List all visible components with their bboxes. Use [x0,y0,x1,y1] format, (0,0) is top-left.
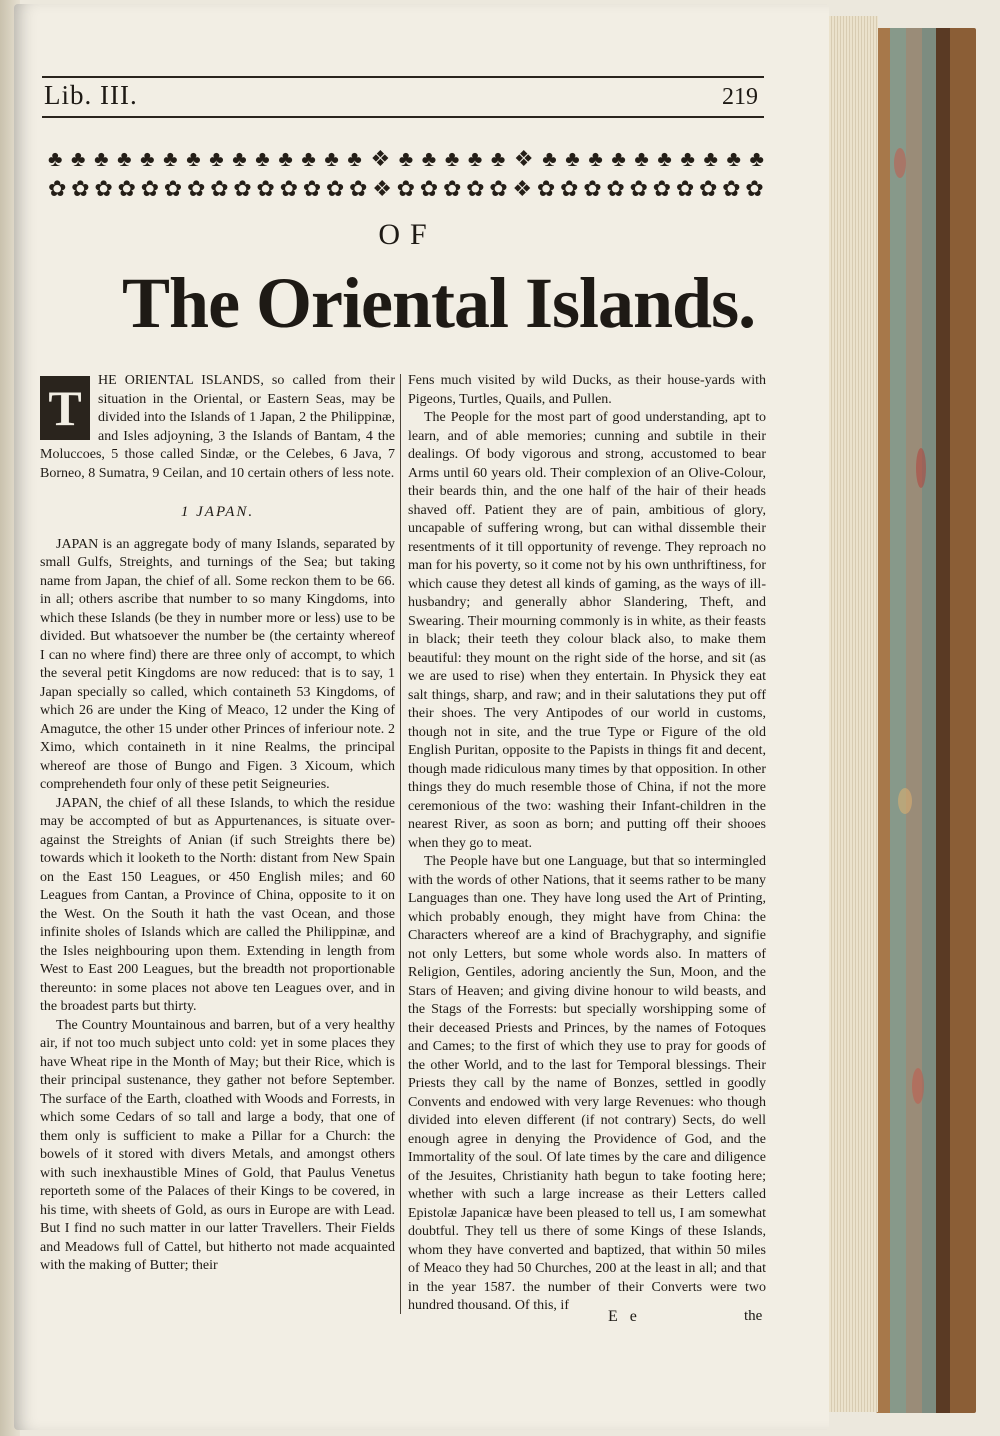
ornament-glyph: ❖ [513,146,534,171]
ornament-glyph: ♣ [421,146,437,171]
ornament-glyph: ✿ [71,176,90,201]
book-label: Lib. III. [44,80,138,110]
ornament-glyph: ✿ [560,176,579,201]
ornament-glyph: ♣ [565,146,580,171]
ornament-glyph: ♣ [255,146,270,171]
ornament-glyph: ♣ [542,146,557,171]
ornament-glyph: ♣ [117,146,132,171]
ornament-glyph: ♣ [467,146,483,171]
ornament-glyph: ❖ [370,146,391,171]
printer-signature: E e [608,1308,641,1325]
ornament-glyph: ✿ [48,176,67,201]
ornament-glyph: ✿ [489,176,508,201]
ornament-glyph: ♣ [278,146,293,171]
ornament-glyph: ♣ [209,146,224,171]
ornament-glyph: ✿ [163,176,183,201]
ornament-glyph: ♣ [726,146,741,171]
ornament-glyph: ♣ [703,146,718,171]
ornament-glyph: ♣ [324,146,339,171]
ornament-glyph: ✿ [396,176,416,201]
ornament-glyph: ✿ [233,176,252,201]
ornament-glyph: ✿ [698,176,718,201]
body-paragraph: Fens much visited by wild Ducks, as their house-yards with Pigeons, Turtles, Quails, and Pullen. [408,373,766,407]
ornament-glyph: ♣ [186,146,201,171]
catchword: the [744,1308,763,1324]
ornament-glyph: ♣ [301,146,316,171]
ornament-glyph: ♣ [657,146,672,171]
page-block-edges [822,16,878,1412]
ornament-glyph: ✿ [256,176,275,201]
ornament-glyph: ✿ [419,176,439,201]
ornament-glyph: ♣ [398,146,414,171]
section-heading: 1 JAPAN. [180,504,255,520]
ornament-glyph: ✿ [210,176,229,201]
body-paragraph: JAPAN is an aggregate body of many Islands, separated by small Gulfs, Streights, and turnings of the Sea; but taking name from Japan, the chief of all. Some reckon them to be 66. in all; others ascribe that number to so many Kingdoms, into which these Islands (be they in number more or less) use to be divided. But whatsoever the number be (the certainty whereof I can no where find) there are three only of accompt, to which the several petit Kingdoms are now reduced: that is to say, 1 Japan specially so called, which containeth 53 Kingdoms, of which 26 are under the King of Meaco, 12 under the King of Amagutce, the other 15 under other Princes of inferiour note. 2 Ximo, which containeth in it nine Realms, the principal whereof are those of Bungo and Figen. 3 Xicoum, which comprehendeth four only of these petit Seigneuries. [40,536,395,792]
intro-paragraph: HE ORIENTAL ISLANDS, so called from their situation in the Oriental, or Eastern Seas, may be divided into the Islands of 1 Japan, 2 the Philippinæ, and Isles adjoyning, 3 the Islands of Bantam, 4 the Moluccoes, 5 those called Sindæ, or the Celebes, 6 Java, 7 Borneo, 8 Sumatra, 9 Ceilan, and 10 certain others of less note. [40,373,395,481]
ornament-glyph: ✿ [302,176,322,201]
ornament-glyph: ♣ [634,146,649,171]
ornament-glyph: ✿ [466,176,485,201]
ornament-glyph: ❖ [512,176,533,201]
ornament-glyph: ♣ [232,146,247,171]
right-column [408,372,766,1316]
ornament-glyph: ✿ [583,176,602,201]
ornament-glyph: ✿ [325,176,345,201]
ornament-glyph: ♣ [140,146,155,171]
body-paragraph: The Country Mountainous and barren, but of a very healthy air, if not too much subject unto cold: yet in some places they have Wheat ripe in the Month of May; but their Rice, which is their principal sustenance, they gather not before September. The surface of the Earth, cloathed with Woods and Forrests, in which some Cedars of so tall and large a body, that one of them only is sufficient to make a Pillar for a Church: the bowels of it stored with divers Metals, and amongst others with such inexhaustible Mines of Gold, that Paulus Venetus reporteth some of the Palaces of their Kings to be covered, in his time, with sheets of Gold, as ours in Europe are with Lead. But I find no such matter in our latter Travellers. Their Fields and Meadows full of Cattel, but hitherto not made acquainted with the making of Butter; their [40,1017,395,1273]
ornament-glyph: ♣ [444,146,460,171]
ornament-glyph: ✿ [349,176,368,201]
ornament-glyph: ✿ [629,176,648,201]
ornament-glyph: ✿ [186,176,206,201]
ornament-glyph: ✿ [442,176,462,201]
left-column [40,372,395,1276]
header-rule [42,76,764,78]
page-number: 219 [722,84,758,110]
page-title: The Oriental Islands. [122,263,756,343]
ornament-glyph: ♣ [48,146,63,171]
title-prefix: OF [378,218,437,251]
ornament-glyph: ✿ [536,176,556,201]
ornament-glyph: ✿ [94,176,113,201]
ornament-band [48,146,764,172]
ornament-glyph: ♣ [490,146,506,171]
header-rule [42,116,764,118]
body-paragraph: The People have but one Language, but that so intermingled with the words of other Nations, that it seems rather to be many Languages than one. They have long used the Art of Printing, which probably enough, they might have from China: the Characters whereof are a kind of Brachygraphy, and signifie not only Letters, but some whole words also. In matters of Religion, Gentiles, adoring anciently the Sun, Moon, and the Stars of Heaven; and giving divine honour to wild beasts, and the Stags of the Forrests: but specially worshipping some of their deceased Priests and Princes, by the names of Fotoques and Cames; to the first of which they use to pray for goods of the other World, and to the last for Temporal blessings. Their Priests they call by the name of Bonzes, settled in goodly Convents and endowed with very large Revenues: who though divided into eleven different (if not contrary) Sects, do well enough agree in denying the Providence of God, and the Immortality of the soul. Of late times by the care and diligence of the Jesuites, Christianity hath begun to take footing here; whether with such a large increase as their Letters called Epistolæ Japanicæ have been pleased to tell us, I am somewhat doubtful. They tell us there of some Kings of these Islands, whom they have converted and baptized, that within 50 miles of Meaco they had 50 Churches, 200 at the least in all; and that in the year 1587. the number of their Converts were two hundred thousand. Of this, if [408,854,766,1313]
ornament-glyph: ✿ [279,176,298,201]
ornament-glyph: ♣ [611,146,626,171]
ornament-glyph: ✿ [140,176,160,201]
ornament-band [48,176,764,202]
ornament-glyph: ✿ [606,176,625,201]
ornament-glyph: ✿ [675,176,695,201]
ornament-glyph: ♣ [347,146,362,171]
ornament-glyph: ✿ [745,176,764,201]
ornament-glyph: ♣ [71,146,86,171]
ornament-glyph: ♣ [94,146,109,171]
body-paragraph: The People for the most part of good understanding, apt to learn, and of able memories; cunning and subtile in their dealings. Of body vigorous and strong, accustomed to bear Arms until 60 years old. Their complexion of an Olive-Colour, their beards thin, and the one half of the hair of their heads shaved off. Patient they are of pain, ambitious of glory, uncapable of suffering wrong, but can withal dissemble their resentments of it till opportunity of revenge. They reproach no man for his poverty, so it come not by his own unthriftiness, for which cause they detest all kinds of gaming, as the ways of ill-husbandry; and generally abhor Slandering, Theft, and Swearing. Their mourning commonly is in white, as their feasts in black; their teeth they colour black also, to make them beautiful: they mount on the right side of the horse, and sit (as we are used to rise) when they entertain. In Physick they eat salt things, sharp, and raw; and in their salutations they put off their shoes. The very Antipodes of our world in customs, though not in site, and the true Type or Figure of the old English Puritan, opposite to the Papists in things fit and decent, though made ridiculous many times by that opposition. In other things they do much resemble those of China, if not the more ceremonious of the two: washing their Infant-children in the nearest River, as soon as born; and putting off their shooes when they go to meat. [408,410,766,851]
ornament-glyph: ♣ [749,146,764,171]
body-paragraph: JAPAN, the chief of all these Islands, to which the residue may be accompted of but as Appurtenances, is situate over-against the Streights of Anian (if such Streights there be) towards which it looketh to the North: distant from New Spain on the East 150 Leagues, or 450 English miles; and 60 Leagues from Cantan, a Province of China, opposite to it on the West. On the South it hath the vast Ocean, and those infinite sholes of Islands which are called the Philippinæ, and the Isles neighbouring upon them. Extending in length from West to East 200 Leagues, but the breadth not proportionable thereunto: in some places not above ten Leagues over, and in the broadest parts but thirty. [40,795,395,1014]
ornament-glyph: ♣ [588,146,603,171]
ornament-glyph: ✿ [117,176,136,201]
ornament-glyph: ❖ [372,176,392,201]
ornament-glyph: ♣ [680,146,695,171]
marbled-book-cover [876,28,976,1413]
ornament-glyph: ✿ [722,176,741,201]
ornament-glyph: ♣ [163,146,178,171]
ornament-glyph: ✿ [652,176,672,201]
column-divider [400,374,401,1314]
drop-cap-initial: T [40,376,90,440]
